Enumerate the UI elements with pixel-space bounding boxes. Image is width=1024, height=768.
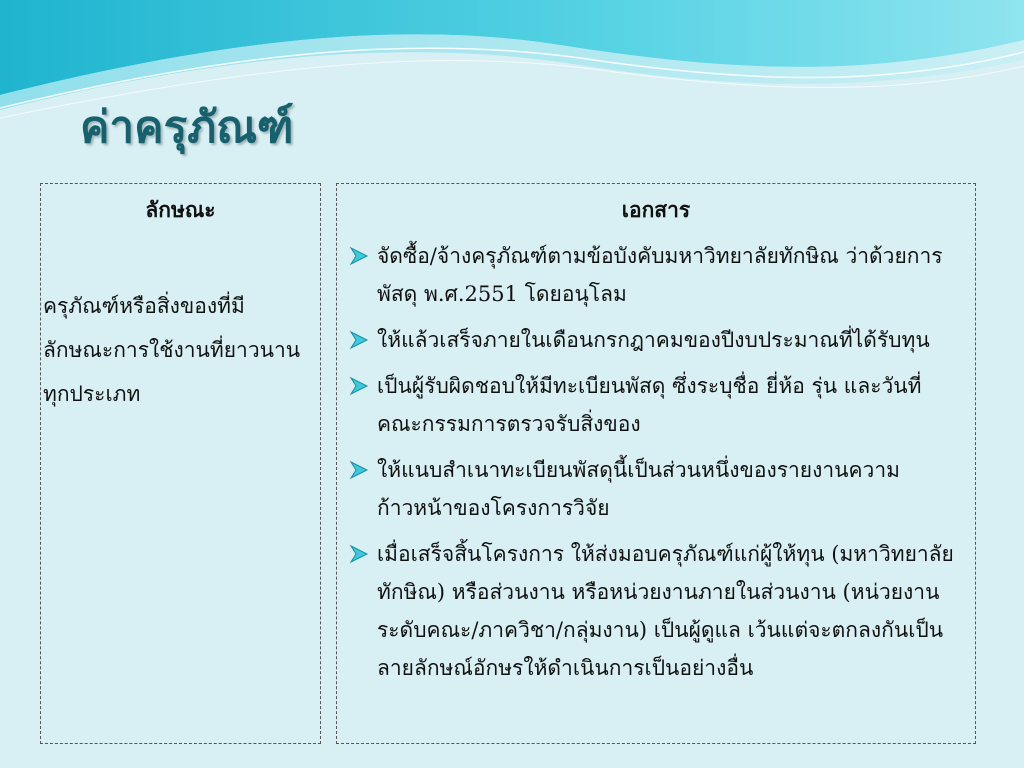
list-item bbox=[337, 321, 957, 359]
slide-title: ค่าครุภัณฑ์ bbox=[80, 102, 294, 153]
documents-bullet-list bbox=[337, 237, 975, 687]
bullet-text: เป็นผู้รับผิดชอบให้มีทะเบียนพัสดุ ซึ่งระบุชื่อ ยี่ห้อ รุ่น และวันที่ คณะกรรมการตรวจรับสิ่งของ bbox=[377, 374, 922, 436]
arrow-right-icon bbox=[349, 376, 369, 396]
documents-heading: เอกสาร bbox=[621, 197, 691, 222]
list-item bbox=[337, 451, 957, 527]
bullet-text: เมื่อเสร็จสิ้นโครงการ ให้ส่งมอบครุภัณฑ์แก่ผู้ให้ทุน (มหาวิทยาลัยทักษิณ) หรือส่วนงาน หรือหน่วยงานภายในส่วนงาน (หน่วยงานระดับคณะ/ภาควิชา/กลุ่มงาน) เป็นผู้ดูแล เว้นแต่จะตกลงกันเป็นลายลักษณ์อักษรให้ดำเนินการเป็นอย่างอื่น bbox=[377, 542, 954, 680]
characteristics-line: ครุภัณฑ์หรือสิ่งของที่มี bbox=[43, 294, 245, 318]
characteristics-line: ทุกประเภท bbox=[43, 382, 141, 406]
list-item bbox=[337, 237, 957, 313]
characteristics-heading: ลักษณะ bbox=[145, 197, 216, 222]
bullet-text: ให้แล้วเสร็จภายในเดือนกรกฎาคมของปีงบประมาณที่ได้รับทุน bbox=[377, 328, 930, 352]
arrow-right-icon bbox=[349, 246, 369, 266]
list-item bbox=[337, 367, 957, 443]
characteristics-panel bbox=[40, 183, 321, 744]
documents-panel bbox=[336, 183, 976, 744]
characteristics-text bbox=[43, 284, 318, 416]
arrow-right-icon bbox=[349, 330, 369, 350]
arrow-right-icon bbox=[349, 544, 369, 564]
list-item bbox=[337, 535, 957, 687]
characteristics-line: ลักษณะการใช้งานที่ยาวนาน bbox=[43, 338, 301, 362]
arrow-right-icon bbox=[349, 460, 369, 480]
bullet-text: ให้แนบสำเนาทะเบียนพัสดุนี้เป็นส่วนหนึ่งของรายงานความก้าวหน้าของโครงการวิจัย bbox=[377, 458, 900, 520]
bullet-text: จัดซื้อ/จ้างครุภัณฑ์ตามข้อบังคับมหาวิทยาลัยทักษิณ ว่าด้วยการพัสดุ พ.ศ.2551 โดยอนุโลม bbox=[377, 244, 943, 306]
